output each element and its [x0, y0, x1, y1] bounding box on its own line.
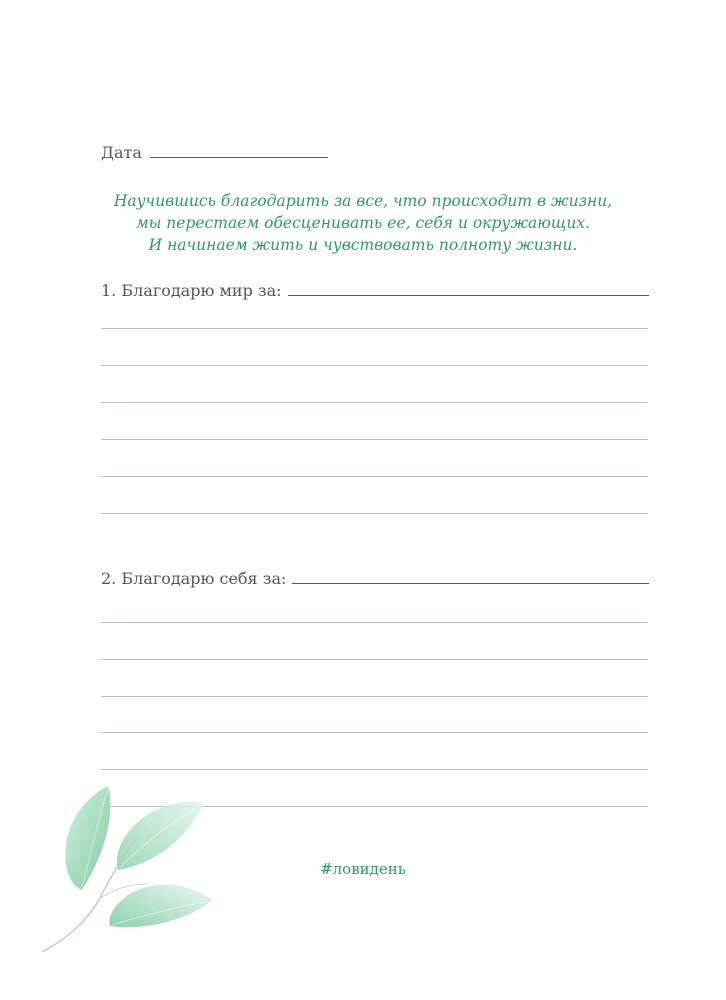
writing-line[interactable]	[101, 769, 648, 770]
section-world-heading-line[interactable]	[288, 295, 649, 296]
writing-line[interactable]	[101, 732, 648, 733]
section-world-label: 1. Благодарю мир за:	[101, 281, 282, 300]
gratitude-quote	[100, 190, 626, 256]
writing-line[interactable]	[101, 696, 648, 697]
writing-line[interactable]	[101, 476, 648, 477]
section-world-heading	[101, 278, 649, 300]
writing-line[interactable]	[101, 659, 648, 660]
footer-hashtag: #ловидень	[320, 860, 406, 878]
writing-line[interactable]	[101, 402, 648, 403]
date-label: Дата	[101, 143, 142, 162]
quote-line: И начинаем жить и чувствовать полноту жизни.	[148, 236, 578, 254]
writing-line[interactable]	[101, 328, 648, 329]
date-input-line[interactable]	[150, 157, 328, 158]
section-self-heading	[101, 566, 649, 588]
quote-line: Научившись благодарить за все, что происходит в жизни,	[113, 192, 613, 210]
writing-line[interactable]	[101, 365, 648, 366]
date-row	[101, 140, 328, 162]
quote-line: мы перестаем обесценивать ее, себя и окружающих.	[135, 214, 591, 232]
writing-line[interactable]	[101, 439, 648, 440]
writing-line[interactable]	[101, 622, 648, 623]
writing-line[interactable]	[101, 513, 648, 514]
section-self-label: 2. Благодарю себя за:	[101, 569, 287, 588]
section-self-heading-line[interactable]	[292, 583, 649, 584]
